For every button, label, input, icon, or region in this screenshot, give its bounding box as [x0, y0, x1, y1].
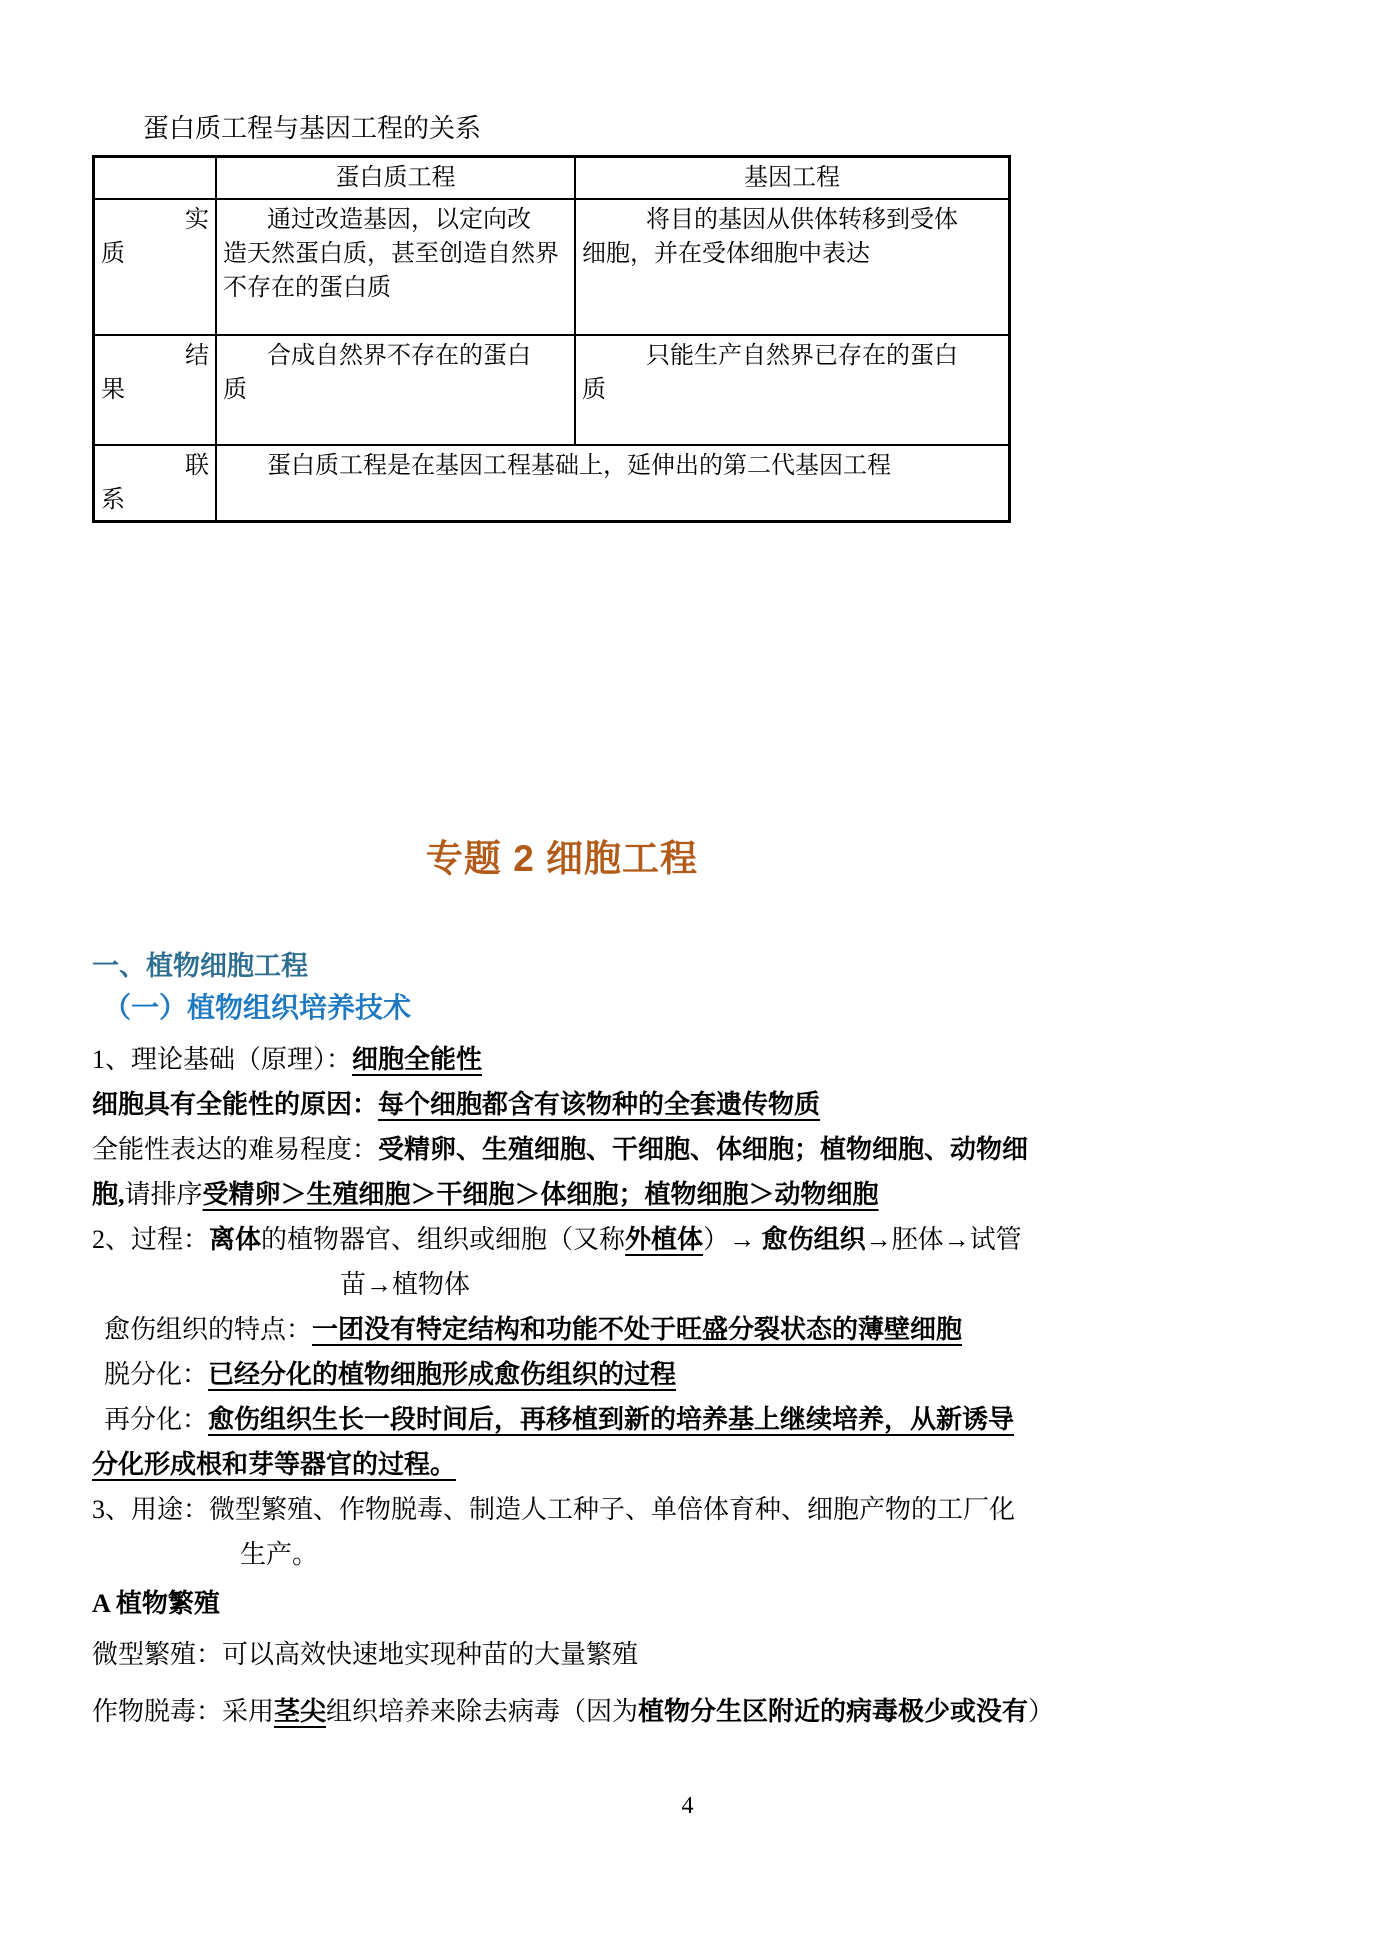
text-segment: 愈伤组织 [761, 1225, 866, 1254]
chapter-heading: 专题 2 细胞工程 [425, 838, 699, 879]
table-header-gene: 基因工程 [575, 157, 1010, 200]
row-label-char: 质 [101, 241, 125, 267]
text-segment: 愈伤组织的特点： [104, 1315, 313, 1344]
comparison-table [92, 155, 1011, 523]
row-label-char: 结 [185, 343, 209, 369]
paragraph [92, 1442, 1283, 1487]
text-segment: 胞, [92, 1180, 125, 1209]
text-segment: 脱分化： [104, 1360, 209, 1389]
paragraph [340, 1262, 1283, 1307]
text-segment: 分化形成根和芽等器官的过程。 [92, 1450, 457, 1479]
text-segment: ） [1028, 1697, 1055, 1726]
paragraph [92, 1127, 1283, 1172]
cell-line: 质 [582, 377, 606, 403]
text-segment: 细胞全能性 [352, 1045, 483, 1074]
paragraphs [92, 1037, 1283, 1734]
text-segment: 苗→植物体 [340, 1270, 471, 1299]
section-heading: 一、植物细胞工程 [92, 951, 308, 981]
text-segment: 1、理论基础（原理）： [92, 1045, 353, 1074]
text-segment: 微型繁殖、作物脱毒、制造人工种子、单倍体育种、细胞产物的工厂化 [209, 1495, 1016, 1524]
text-segment: 一团没有特定结构和功能不处于旺盛分裂状态的薄壁细胞 [312, 1315, 963, 1344]
row-label-result [94, 335, 217, 445]
text-segment: 的植物器官、组织或细胞（又称 [261, 1225, 626, 1254]
table-row [94, 335, 1010, 445]
table-header-protein: 蛋白质工程 [216, 157, 575, 200]
text-segment: 全能性表达的难易程度： [92, 1135, 379, 1164]
text-segment: 3、用途： [92, 1495, 210, 1524]
cell-line: 蛋白质工程是在基因工程基础上，延伸出的第二代基因工程 [267, 453, 891, 479]
table-row [94, 199, 1010, 335]
text-segment: 已经分化的植物细胞形成愈伤组织的过程 [208, 1360, 677, 1389]
text-segment: 作物脱毒：采用 [92, 1697, 275, 1726]
cell-line: 造天然蛋白质，甚至创造自然界 [223, 241, 559, 267]
text-segment: 再分化： [104, 1405, 209, 1434]
cell-line: 通过改造基因，以定向改 [267, 207, 531, 233]
text-segment: ）→ [703, 1225, 762, 1254]
table-cell-merged [216, 445, 1010, 522]
text-segment: 植物分生区附近的病毒极少或没有 [638, 1697, 1029, 1726]
text-segment: 离体 [209, 1225, 262, 1254]
text-segment: 受精卵、生殖细胞、干细胞、体细胞；植物细胞、动物细 [378, 1135, 1029, 1164]
row-label-essence [94, 199, 217, 335]
paragraph [92, 1217, 1283, 1262]
table-cell [216, 335, 575, 445]
text-segment: A 植物繁殖 [92, 1589, 220, 1618]
table-caption: 蛋白质工程与基因工程的关系 [143, 114, 482, 143]
text-segment: 请排序 [124, 1180, 203, 1209]
text-segment: 组织培养来除去病毒（因为 [326, 1697, 639, 1726]
paragraph [104, 1352, 1283, 1397]
table-row [94, 445, 1010, 522]
paragraph [92, 1487, 1283, 1532]
cell-line: 质 [223, 377, 247, 403]
cell-line: 合成自然界不存在的蛋白 [267, 343, 531, 369]
row-label-char: 系 [101, 487, 125, 513]
table-cell [216, 199, 575, 335]
paragraph [104, 1307, 1283, 1352]
table-corner-cell [94, 157, 217, 200]
text-segment: 微型繁殖：可以高效快速地实现种苗的大量繁殖 [92, 1640, 639, 1669]
text-segment: 生产。 [240, 1540, 319, 1569]
row-label-char: 果 [101, 377, 125, 403]
text-segment: 受精卵＞生殖细胞＞干细胞＞体细胞；植物细胞＞动物细胞 [202, 1180, 879, 1209]
table-cell [575, 335, 1010, 445]
text-segment: 2、过程： [92, 1225, 210, 1254]
text-segment: 茎尖 [274, 1697, 327, 1726]
page-number: 4 [681, 1793, 694, 1819]
row-label-char: 实 [185, 207, 209, 233]
cell-line: 只能生产自然界已存在的蛋白 [646, 343, 958, 369]
row-label-link [94, 445, 217, 522]
paragraph [92, 1037, 1283, 1082]
text-segment: 愈伤组织生长一段时间后，再移植到新的培养基上继续培养，从新诱导 [208, 1405, 1015, 1434]
paragraph [92, 1581, 1283, 1626]
text-segment: 每个细胞都含有该物种的全套遗传物质 [378, 1090, 821, 1119]
paragraph [240, 1532, 1283, 1577]
table-header-row [94, 157, 1010, 200]
text-segment: 外植体 [625, 1225, 704, 1254]
paragraph [104, 1397, 1283, 1442]
cell-line: 细胞，并在受体细胞中表达 [582, 241, 870, 267]
text-segment: 细胞具有全能性的原因： [92, 1090, 379, 1119]
paragraph [92, 1689, 1283, 1734]
table-cell [575, 199, 1010, 335]
paragraph [92, 1082, 1283, 1127]
cell-line: 将目的基因从供体转移到受体 [646, 207, 958, 233]
paragraph [92, 1172, 1283, 1217]
row-label-char: 联 [185, 453, 209, 479]
subsection-heading: （一）植物组织培养技术 [103, 993, 412, 1024]
cell-line: 不存在的蛋白质 [223, 275, 391, 301]
text-segment: →胚体→试管 [865, 1225, 1022, 1254]
paragraph [92, 1632, 1283, 1677]
